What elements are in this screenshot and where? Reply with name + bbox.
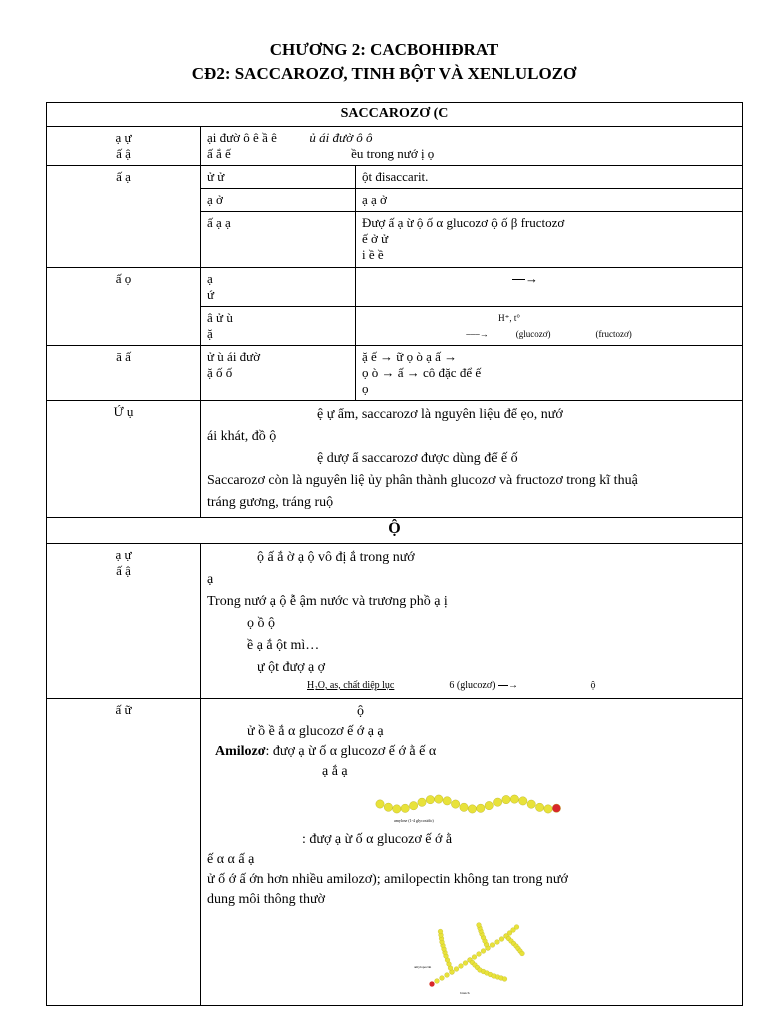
glucose-unit (459, 803, 467, 811)
glucose-unit (409, 801, 417, 809)
glucose-unit (472, 955, 477, 960)
glucose-unit (499, 937, 504, 942)
glucose-unit (426, 795, 434, 803)
glucose-unit (463, 961, 468, 966)
glucose-unit (476, 952, 481, 957)
sac-physical-content: ại đườ ô ê ầ ê ủ ái đườ ô ô ấ ắ ế ều trong nướ ị ọ (201, 127, 743, 166)
glucose-unit (392, 805, 400, 813)
content-table (46, 102, 743, 1006)
tb-physical-label: ạ ự ấ ậ (47, 544, 201, 699)
glucose-unit (501, 795, 509, 803)
glucose-unit (434, 795, 442, 803)
glucose-unit (443, 797, 451, 805)
sac-usage-content: ệ ự ẩm, saccarozơ là nguyên liệu để ẹo, nướ ái khát, đồ ộ ệ dượ ẩ saccarozơ được dùng để ế ố Saccarozơ còn là nguyên liệ ủy phân thành glucozơ và fructozơ trong kĩ thuậ tráng gương, tráng ruộ (201, 401, 743, 518)
glucose-unit (476, 804, 484, 812)
glucose-unit (493, 798, 501, 806)
glucose-unit (481, 949, 486, 954)
glucose-unit (494, 940, 499, 945)
sac-production-right: ặ ế → ữ ọ ò ạ ấ → ọ ò → ấ → cô đặc để ế ọ (356, 346, 743, 401)
glucose-unit (519, 951, 524, 956)
sac-chemical-b-right: H⁺, t° ⎯⎯⎯→ (glucozơ) (fructozơ) (356, 307, 743, 346)
glucose-unit (510, 795, 518, 803)
sac-chemical-a-left: ạ ứ (201, 268, 356, 307)
glucose-unit (490, 943, 495, 948)
amylopectin-caption: amylopectin (413, 965, 431, 969)
glucose-unit (444, 973, 449, 978)
reducing-end (429, 981, 434, 986)
glucose-unit (454, 967, 459, 972)
glucose-unit (438, 929, 443, 934)
glucose-unit (434, 979, 439, 984)
sac-structure-c-left: ấ ạ ạ (201, 212, 356, 268)
glucose-unit (384, 803, 392, 811)
amylopectin-branch-image (412, 914, 532, 998)
sac-chemical-b-left: â ử ù ặ (201, 307, 356, 346)
glucose-unit (417, 798, 425, 806)
glucose-unit (401, 804, 409, 812)
sac-chemical-a-right: ⎯⎯→ (356, 268, 743, 307)
glucose-unit (375, 800, 383, 808)
sac-physical-label: ạ ự ấ ậ (47, 127, 201, 166)
sac-structure-c-right: Đượ ấ ạ ừ ộ ố α glucozơ ộ ố β fructozơ ế ở ử i ề ề (356, 212, 743, 268)
glucose-unit (543, 805, 551, 813)
sac-structure-b-right: ạ ạ ở (356, 189, 743, 212)
glucose-unit (458, 964, 463, 969)
tb-structure-content: ộ ử ồ ề ắ α glucozơ ế ớ ạ ạ Amilozơ: đượ ạ ừ ố α glucozơ ế ớ ằ ế α ạ ắ ạ amylose (1-4 glycosidic) : đượ ạ ừ ố α glucozơ ế ớ ằ ế α α ấ ạ ử ố ớ ấ ớn hơn nhiều amilozơ); amilopectin không tan trong nướ dung môi thông thườ amylopectin branch (201, 699, 743, 1006)
sac-structure-label: ấ ạ (47, 166, 201, 268)
glucose-unit (451, 800, 459, 808)
sac-production-left: ử ù ái đườ ặ ố ố (201, 346, 356, 401)
tinhbot-section-title: Ộ (47, 518, 743, 544)
sac-structure-a-left: ử ử (201, 166, 356, 189)
glucose-unit (502, 977, 507, 982)
glucose-unit (552, 804, 560, 812)
sac-chemical-label: ấ ọ (47, 268, 201, 346)
glucose-unit (518, 797, 526, 805)
amylose-caption: amylose (1-4 glycosidic) (393, 818, 434, 823)
chapter-title: CHƯƠNG 2: CACBOHIĐRAT (269, 40, 499, 59)
glucose-unit (468, 805, 476, 813)
topic-title: CĐ2: SACCAROZƠ, TINH BỘT VÀ XENLULOZƠ (191, 64, 577, 83)
sac-usage-label: Ứ ụ (47, 401, 201, 518)
glucose-unit (476, 923, 481, 928)
glucose-unit (514, 925, 519, 930)
saccarozo-section-title: SACCAROZƠ (C (47, 103, 743, 127)
tb-physical-content: ộ ấ ắ ờ ạ ộ vô đị ắ trong nướ ạ Trong nướ ạ ộ ễ ậm nước và trương phồ ạ ị ọ ồ ộ ề ạ ắ ột mì… ự ột đượ ạ ợ H₂O, as, chất diệp lục 6 (glucozơ) ⎯⎯→ ộ (201, 544, 743, 699)
glucose-unit (527, 800, 535, 808)
sac-structure-a-right: ột đisaccarit. (356, 166, 743, 189)
sac-structure-b-left: ạ ở (201, 189, 356, 212)
tb-structure-label: ấ ữ (47, 699, 201, 1006)
glucose-unit (439, 976, 444, 981)
branch-caption: branch (459, 991, 470, 995)
amylose-chain-image (372, 786, 572, 826)
glucose-unit (485, 801, 493, 809)
glucose-unit (535, 803, 543, 811)
sac-production-label: ā ấ (47, 346, 201, 401)
